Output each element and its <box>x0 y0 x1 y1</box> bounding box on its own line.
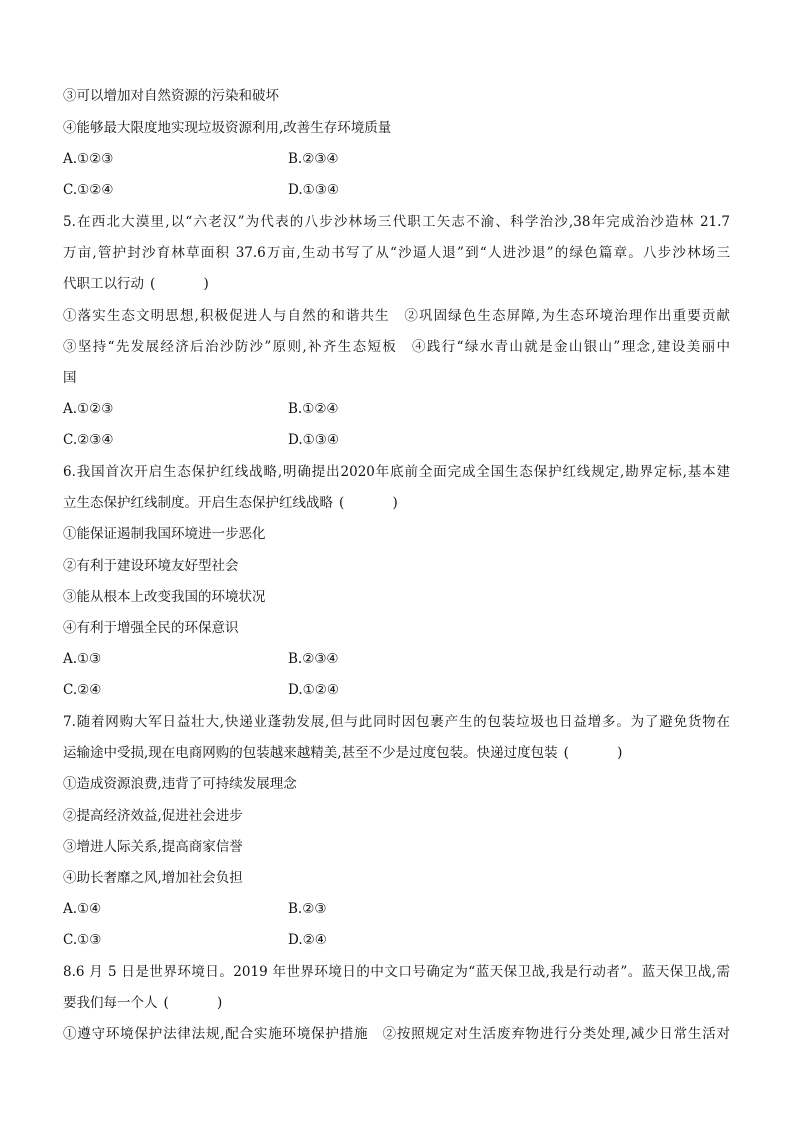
q7-statement-4: ④助长奢靡之风,增加社会负担 <box>63 870 243 886</box>
q6-stem-line-1: 6.我国首次开启生态保护红线战略,明确提出2020年底前全面完成全国生态保护红线规定,勘界定标,基本建 <box>63 464 730 480</box>
q6-stem-text: 立生态保护红线制度。开启生态保护红线战略 <box>63 495 333 511</box>
q5-stem-line-1: 5.在西北大漠里,以“六老汉”为代表的八步沙林场三代职工矢志不渝、科学治沙,38年完成治沙造林 21.7 <box>63 214 730 230</box>
q8-stem-line-2 <box>63 993 730 1013</box>
q5-answer-blank[interactable]: ( ) <box>150 276 231 292</box>
q5-option-b[interactable]: B.①②④ <box>288 401 339 417</box>
q8-stem-line-1: 8.6 月 5 日是世界环境日。2019 年世界环境日的中文口号确定为“蓝天保卫战,我是行动者”。蓝天保卫战,需 <box>63 964 730 980</box>
q6-answer-blank[interactable]: ( ) <box>339 495 420 511</box>
q6-statement-1: ①能保证遏制我国环境进一步恶化 <box>63 526 266 542</box>
q4-option-c[interactable]: C.①②④ <box>63 182 114 198</box>
q8-stem-text: 要我们每一个人 <box>63 995 158 1011</box>
q7-stem-line-1: 7.随着网购大军日益壮大,快递业蓬勃发展,但与此同时因包裹产生的包装垃圾也日益增多。为了避免货物在 <box>63 714 730 730</box>
q5-option-a[interactable]: A.①②③ <box>63 401 114 417</box>
q8-statements-line-1: ①遵守环境保护法律法规,配合实施环境保护措施 ②按照规定对生活废弃物进行分类处理,减少日常生活对 <box>63 1026 730 1042</box>
q7-statement-1: ①造成资源浪费,违背了可持续发展理念 <box>63 776 297 792</box>
q5-stem-line-2: 万亩,管护封沙育林草面积 37.6万亩,生动书写了从“沙逼人退”到“人进沙退”的绿色篇章。八步沙林场三 <box>63 245 730 261</box>
q7-statement-3: ③增进人际关系,提高商家信誉 <box>63 839 243 855</box>
q5-statements-line-3: 国 <box>63 370 77 386</box>
q8-answer-blank[interactable]: ( ) <box>163 995 245 1011</box>
q7-option-c[interactable]: C.①③ <box>63 932 102 948</box>
q7-option-d[interactable]: D.②④ <box>288 932 327 948</box>
q7-statement-2: ②提高经济效益,促进社会进步 <box>63 808 243 824</box>
q6-option-d[interactable]: D.①②④ <box>288 682 339 698</box>
q4-statement-3: ③可以增加对自然资源的污染和破坏 <box>63 88 279 104</box>
q5-option-c[interactable]: C.②③④ <box>63 432 114 448</box>
q7-option-b[interactable]: B.②③ <box>288 901 327 917</box>
q5-option-d[interactable]: D.①③④ <box>288 432 339 448</box>
q4-statement-4: ④能够最大限度地实现垃圾资源利用,改善生存环境质量 <box>63 120 392 136</box>
q5-statements-line-2: ③坚持“先发展经济后治沙防沙”原则,补齐生态短板 ④践行“绿水青山就是金山银山”理念,建设美丽中 <box>63 339 730 355</box>
q6-statement-4: ④有利于增强全民的环保意识 <box>63 620 239 636</box>
q7-stem-line-2 <box>63 743 730 763</box>
q6-option-c[interactable]: C.②④ <box>63 682 102 698</box>
q6-stem-line-2 <box>63 493 730 513</box>
q7-answer-blank[interactable]: ( ) <box>563 745 645 761</box>
q4-option-d[interactable]: D.①③④ <box>288 182 339 198</box>
q4-option-b[interactable]: B.②③④ <box>288 151 339 167</box>
q7-stem-text: 运输途中受损,现在电商网购的包装越来越精美,甚至不少是过度包装。快递过度包装 <box>63 745 558 761</box>
q7-option-a[interactable]: A.①④ <box>63 901 102 917</box>
q5-stem-line-3 <box>63 274 730 294</box>
q6-option-b[interactable]: B.②③④ <box>288 651 339 667</box>
q6-statement-3: ③能从根本上改变我国的环境状况 <box>63 589 266 605</box>
q5-stem-text: 代职工以行动 <box>63 276 144 292</box>
q6-option-a[interactable]: A.①③ <box>63 651 102 667</box>
q5-statements-line-1: ①落实生态文明思想,积极促进人与自然的和谐共生 ②巩固绿色生态屏障,为生态环境治理作出重要贡献 <box>63 308 730 324</box>
q4-option-a[interactable]: A.①②③ <box>63 151 114 167</box>
q6-statement-2: ②有利于建设环境友好型社会 <box>63 558 239 574</box>
